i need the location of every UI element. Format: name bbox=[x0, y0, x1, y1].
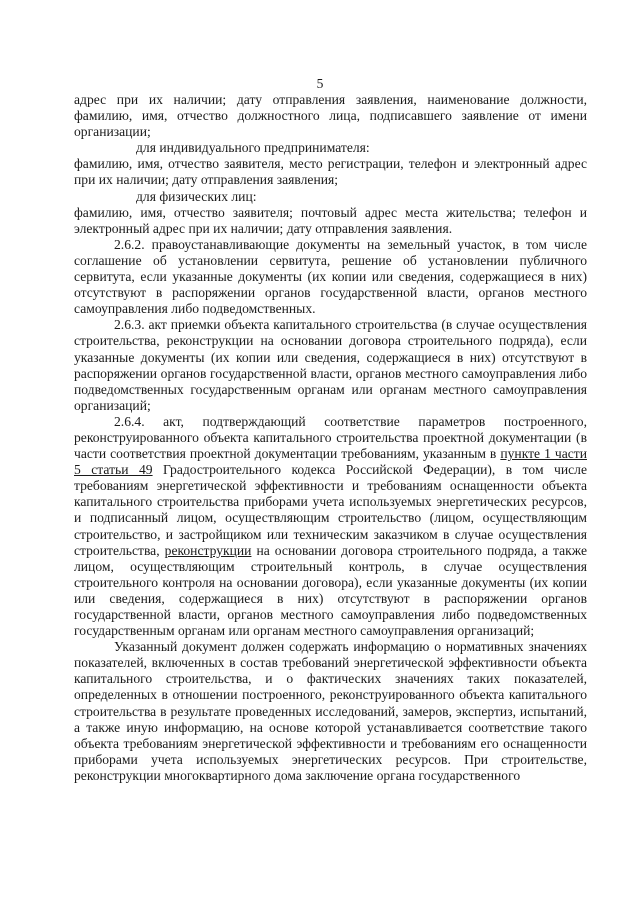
document-body bbox=[74, 92, 587, 784]
paragraph-entrepreneur-contacts: фамилию, имя, отчество заявителя, место регистрации, телефон и электронный адрес при их наличии; дату отправления заявления; bbox=[74, 156, 587, 188]
link-reconstruction[interactable]: реконструкции bbox=[164, 542, 252, 558]
paragraph-2-6-4-part-a: 2.6.4. акт, подтверждающий соответствие параметров построенного, реконструированного объекта капитального строительства проектной документации (в части соответствия проектной документации требованиям, указанным в bbox=[74, 413, 587, 462]
link-article-49[interactable]: пункте 1 части 5 статьи 49 bbox=[74, 446, 587, 478]
paragraph-2-6-2: 2.6.2. правоустанавливающие документы на земельный участок, в том числе соглашение об установлении сервитута, решение об установлении публичного сервитута, если указанные документы (их копии или сведения, содержащиеся в них) отсутствуют в распоряжении органов государственной власти, органов местного самоуправления либо подведомственных. bbox=[74, 236, 587, 317]
paragraph-2-6-4-part-b: Градостроительного кодекса Российской Федерации), в том числе требованиям энергетической эффективности и требованиям оснащенности объекта капитального строительства приборами учета используемых энергетических ресурсов, и подписанный лицом, осуществляющим строительство (лицом, осуществляющим строительство, и застройщиком или техническим заказчиком в случае осуществления строительства, bbox=[74, 462, 587, 558]
label-individual-entrepreneur: для индивидуального предпринимателя: bbox=[136, 140, 370, 156]
paragraph-2-6-4 bbox=[74, 414, 587, 639]
paragraph-2-6-3: 2.6.3. акт приемки объекта капитального строительства (в случае осуществления строительства, реконструкции на основании договора строительного подряда), если указанные документы (их копии или сведения, содержащиеся в них) отсутствуют в распоряжении органов государственной власти, органов местного самоуправления либо подведомственных государственным органам или органам местного самоуправления организаций; bbox=[74, 317, 587, 413]
paragraph-individual-contacts: фамилию, имя, отчество заявителя; почтовый адрес места жительства; телефон и электронный адрес при их наличии; дату отправления заявления. bbox=[74, 204, 587, 236]
paragraph-org-contacts: адрес при их наличии; дату отправления заявления, наименование должности, фамилию, имя, отчество должностного лица, подписавшего заявление от имени организации; bbox=[74, 92, 587, 140]
page-number: 5 bbox=[316, 76, 324, 91]
label-individuals: для физических лиц: bbox=[136, 188, 257, 204]
paragraph-document-content: Указанный документ должен содержать информацию о нормативных значениях показателей, включенных в состав требований энергетической эффективности объекта капитального строительства, и о фактических значениях таких показателей, определенных в отношении построенного, реконструированного объекта капитального строительства в результате проведенных исследований, замеров, экспертиз, испытаний, а также иную информацию, на основе которой устанавливается соответствие такого объекта требованиям энергетической эффективности и требованиям его оснащенности приборами учета используемых энергетических ресурсов. При строительстве, реконструкции многоквартирного дома заключение органа государственного bbox=[74, 639, 587, 783]
paragraph-2-6-4-part-c: на основании договора строительного подряда, а также лицом, осуществляющим строительный контроль, в случае осуществления строительного контроля на основании договора), если указанные документы (их копии или сведения, содержащиеся в них) отсутствуют в распоряжении органов государственной власти, органов местного самоуправления либо подведомственных государственным органам или органам местного самоуправления организаций; bbox=[74, 542, 587, 639]
